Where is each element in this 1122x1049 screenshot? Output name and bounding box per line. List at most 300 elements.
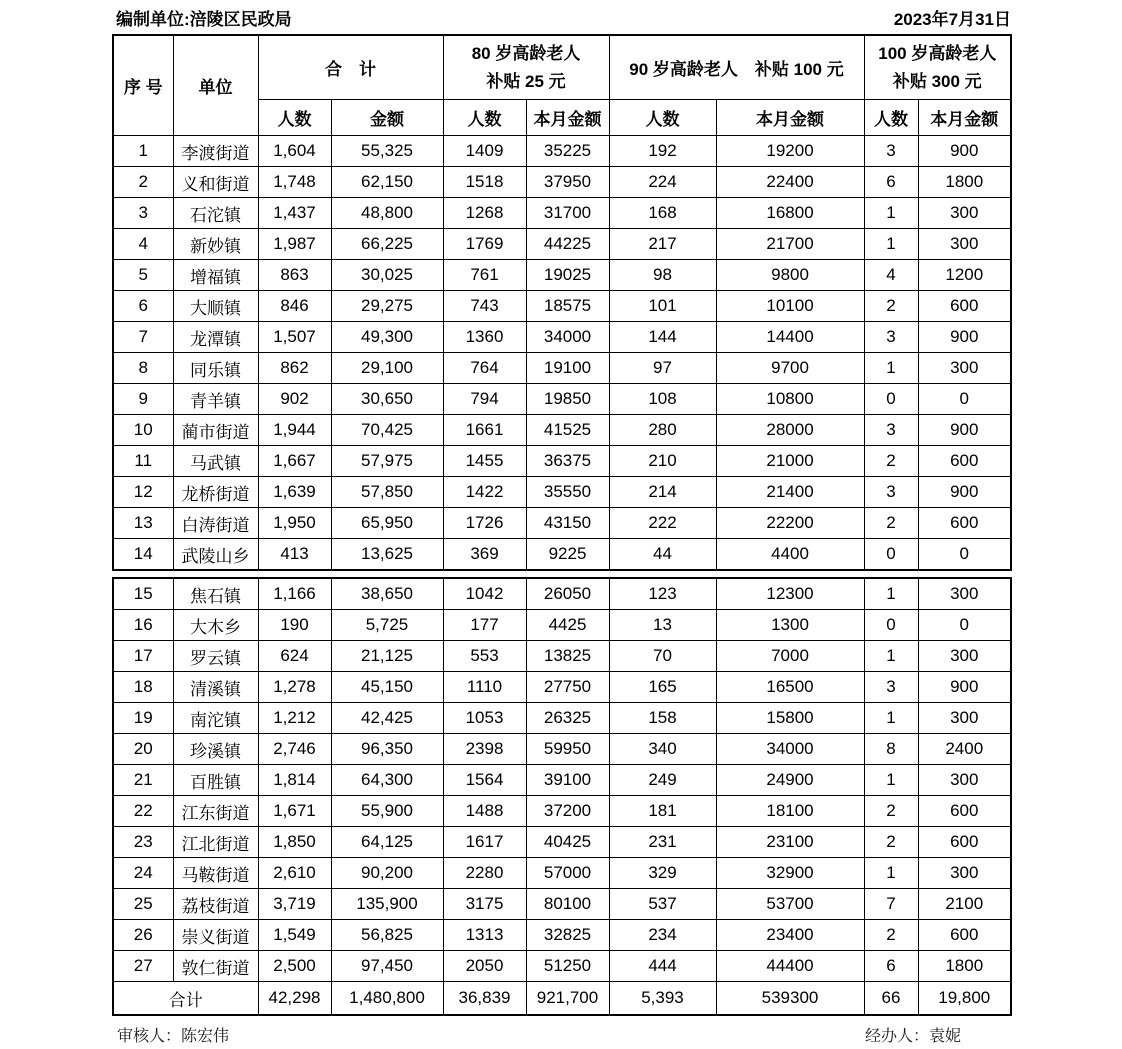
- cell-total-amount: 135,900: [331, 889, 443, 920]
- cell-total-people: 1,507: [258, 322, 331, 353]
- subsidy-table-upper: [112, 34, 1012, 571]
- cell-90-amount: 15800: [716, 703, 864, 734]
- total-label: 合计: [113, 982, 258, 1016]
- cell-total-amount: 29,275: [331, 291, 443, 322]
- cell-total-people: 3,719: [258, 889, 331, 920]
- cell-seq: 16: [113, 610, 173, 641]
- cell-seq: 19: [113, 703, 173, 734]
- cell-90-people: 192: [609, 136, 716, 167]
- cell-90-people: 165: [609, 672, 716, 703]
- cell-total-amount: 64,300: [331, 765, 443, 796]
- cell-100-amount: 300: [918, 353, 1011, 384]
- cell-90-people: 280: [609, 415, 716, 446]
- cell-100-people: 0: [864, 539, 918, 571]
- cell-seq: 20: [113, 734, 173, 765]
- header-group-90: 90 岁高龄老人 补贴 100 元: [609, 35, 864, 100]
- cell-90-amount: 21700: [716, 229, 864, 260]
- cell-100-people: 1: [864, 703, 918, 734]
- cell-90-people: 217: [609, 229, 716, 260]
- cell-total-amount: 13,625: [331, 539, 443, 571]
- cell-80-people: 761: [443, 260, 526, 291]
- cell-90-amount: 22200: [716, 508, 864, 539]
- cell-100-people: 4: [864, 260, 918, 291]
- cell-80-people: 743: [443, 291, 526, 322]
- total-80-amount: 921,700: [526, 982, 609, 1016]
- table-body-lower: [113, 578, 1011, 982]
- header-unit: 单位: [173, 35, 258, 136]
- table-row: [113, 384, 1011, 415]
- table-row: [113, 858, 1011, 889]
- cell-unit: 龙桥街道: [173, 477, 258, 508]
- table-row: [113, 322, 1011, 353]
- cell-100-amount: 600: [918, 827, 1011, 858]
- cell-90-people: 44: [609, 539, 716, 571]
- subheader-90-people: 人数: [609, 100, 716, 136]
- cell-total-amount: 65,950: [331, 508, 443, 539]
- table-row: [113, 578, 1011, 610]
- reviewer-label: 审核人：陈宏伟: [117, 1028, 230, 1045]
- cell-90-people: 181: [609, 796, 716, 827]
- header-group-80-line1: 80 岁高龄老人: [471, 44, 581, 64]
- cell-90-amount: 19200: [716, 136, 864, 167]
- cell-80-amount: 26050: [526, 578, 609, 610]
- cell-90-people: 144: [609, 322, 716, 353]
- table-row: [113, 136, 1011, 167]
- cell-100-people: 3: [864, 322, 918, 353]
- cell-80-people: 369: [443, 539, 526, 571]
- cell-80-people: 1455: [443, 446, 526, 477]
- total-people-sum: 42,298: [258, 982, 331, 1016]
- cell-80-people: 1661: [443, 415, 526, 446]
- cell-90-amount: 16500: [716, 672, 864, 703]
- cell-80-people: 1409: [443, 136, 526, 167]
- table-row: [113, 291, 1011, 322]
- cell-90-people: 222: [609, 508, 716, 539]
- header-group-100-line2: 补贴 300 元: [892, 71, 982, 91]
- cell-90-people: 329: [609, 858, 716, 889]
- cell-seq: 13: [113, 508, 173, 539]
- table-row: [113, 734, 1011, 765]
- cell-80-amount: 18575: [526, 291, 609, 322]
- cell-total-amount: 97,450: [331, 951, 443, 982]
- cell-80-amount: 9225: [526, 539, 609, 571]
- cell-90-people: 234: [609, 920, 716, 951]
- table-row: [113, 353, 1011, 384]
- cell-90-people: 98: [609, 260, 716, 291]
- cell-80-amount: 39100: [526, 765, 609, 796]
- total-100-amount: 19,800: [918, 982, 1011, 1016]
- cell-100-people: 1: [864, 198, 918, 229]
- cell-80-people: 1564: [443, 765, 526, 796]
- cell-seq: 23: [113, 827, 173, 858]
- cell-80-people: 1488: [443, 796, 526, 827]
- cell-total-amount: 49,300: [331, 322, 443, 353]
- cell-80-people: 1422: [443, 477, 526, 508]
- cell-unit: 江东街道: [173, 796, 258, 827]
- table-row: [113, 415, 1011, 446]
- cell-90-amount: 22400: [716, 167, 864, 198]
- cell-100-amount: 2400: [918, 734, 1011, 765]
- prepared-by-label: 编制单位:涪陵区民政局: [116, 10, 292, 29]
- cell-unit: 珍溪镇: [173, 734, 258, 765]
- cell-unit: 义和街道: [173, 167, 258, 198]
- cell-80-people: 794: [443, 384, 526, 415]
- cell-seq: 1: [113, 136, 173, 167]
- cell-100-people: 0: [864, 384, 918, 415]
- cell-80-people: 1042: [443, 578, 526, 610]
- cell-total-amount: 57,850: [331, 477, 443, 508]
- cell-unit: 增福镇: [173, 260, 258, 291]
- table-row: [113, 229, 1011, 260]
- cell-total-people: 2,610: [258, 858, 331, 889]
- cell-80-people: 1313: [443, 920, 526, 951]
- subheader-100-people: 人数: [864, 100, 918, 136]
- table-header: [113, 35, 1011, 136]
- cell-total-amount: 90,200: [331, 858, 443, 889]
- cell-100-amount: 0: [918, 539, 1011, 571]
- cell-seq: 25: [113, 889, 173, 920]
- cell-100-amount: 900: [918, 136, 1011, 167]
- cell-90-amount: 12300: [716, 578, 864, 610]
- cell-80-amount: 35225: [526, 136, 609, 167]
- cell-90-amount: 21000: [716, 446, 864, 477]
- cell-80-people: 2398: [443, 734, 526, 765]
- cell-100-people: 6: [864, 951, 918, 982]
- cell-100-people: 1: [864, 353, 918, 384]
- cell-100-amount: 600: [918, 920, 1011, 951]
- subheader-90-amount: 本月金额: [716, 100, 864, 136]
- cell-90-amount: 53700: [716, 889, 864, 920]
- table-row: [113, 920, 1011, 951]
- cell-90-amount: 9800: [716, 260, 864, 291]
- cell-100-people: 2: [864, 291, 918, 322]
- cell-80-people: 764: [443, 353, 526, 384]
- cell-total-people: 413: [258, 539, 331, 571]
- cell-total-amount: 55,900: [331, 796, 443, 827]
- cell-90-people: 101: [609, 291, 716, 322]
- cell-100-people: 1: [864, 578, 918, 610]
- cell-seq: 14: [113, 539, 173, 571]
- table-row: [113, 167, 1011, 198]
- cell-100-people: 1: [864, 229, 918, 260]
- report-content: [112, 8, 1011, 1046]
- cell-80-amount: 59950: [526, 734, 609, 765]
- cell-90-people: 214: [609, 477, 716, 508]
- cell-100-people: 2: [864, 827, 918, 858]
- cell-total-amount: 21,125: [331, 641, 443, 672]
- subheader-100-amount: 本月金额: [918, 100, 1011, 136]
- cell-seq: 3: [113, 198, 173, 229]
- cell-unit: 南沱镇: [173, 703, 258, 734]
- cell-100-people: 1: [864, 765, 918, 796]
- cell-80-amount: 44225: [526, 229, 609, 260]
- cell-90-people: 97: [609, 353, 716, 384]
- cell-total-people: 862: [258, 353, 331, 384]
- cell-80-amount: 35550: [526, 477, 609, 508]
- table-row: [113, 641, 1011, 672]
- handler-label: 经办人：袁妮: [864, 1028, 961, 1045]
- total-90-amount: 539300: [716, 982, 864, 1016]
- cell-80-people: 1268: [443, 198, 526, 229]
- cell-unit: 同乐镇: [173, 353, 258, 384]
- subheader-total-people: 人数: [258, 100, 331, 136]
- cell-90-amount: 21400: [716, 477, 864, 508]
- cell-90-amount: 10800: [716, 384, 864, 415]
- cell-seq: 24: [113, 858, 173, 889]
- cell-unit: 罗云镇: [173, 641, 258, 672]
- cell-80-amount: 13825: [526, 641, 609, 672]
- cell-total-amount: 45,150: [331, 672, 443, 703]
- cell-total-people: 1,667: [258, 446, 331, 477]
- cell-seq: 9: [113, 384, 173, 415]
- cell-total-amount: 57,975: [331, 446, 443, 477]
- cell-80-amount: 4425: [526, 610, 609, 641]
- cell-unit: 蔺市街道: [173, 415, 258, 446]
- cell-80-people: 177: [443, 610, 526, 641]
- cell-100-amount: 600: [918, 446, 1011, 477]
- cell-90-people: 537: [609, 889, 716, 920]
- table-row: [113, 672, 1011, 703]
- cell-80-people: 1110: [443, 672, 526, 703]
- cell-total-people: 1,212: [258, 703, 331, 734]
- cell-seq: 21: [113, 765, 173, 796]
- cell-total-amount: 42,425: [331, 703, 443, 734]
- report-bottom-line: [112, 1023, 1011, 1046]
- total-80-people: 36,839: [443, 982, 526, 1016]
- cell-total-people: 1,748: [258, 167, 331, 198]
- cell-total-people: 1,604: [258, 136, 331, 167]
- cell-100-amount: 900: [918, 477, 1011, 508]
- cell-100-amount: 900: [918, 672, 1011, 703]
- cell-unit: 龙潭镇: [173, 322, 258, 353]
- cell-80-amount: 57000: [526, 858, 609, 889]
- cell-80-people: 1053: [443, 703, 526, 734]
- total-row: [113, 982, 1011, 1016]
- cell-80-people: 2280: [443, 858, 526, 889]
- cell-100-people: 6: [864, 167, 918, 198]
- cell-100-amount: 300: [918, 229, 1011, 260]
- cell-90-amount: 34000: [716, 734, 864, 765]
- cell-90-amount: 14400: [716, 322, 864, 353]
- table-row: [113, 508, 1011, 539]
- table-row: [113, 951, 1011, 982]
- table-row: [113, 827, 1011, 858]
- cell-80-amount: 31700: [526, 198, 609, 229]
- cell-seq: 11: [113, 446, 173, 477]
- cell-100-people: 1: [864, 858, 918, 889]
- cell-total-amount: 5,725: [331, 610, 443, 641]
- cell-unit: 青羊镇: [173, 384, 258, 415]
- table-row: [113, 765, 1011, 796]
- cell-100-amount: 300: [918, 703, 1011, 734]
- cell-100-people: 1: [864, 641, 918, 672]
- report-top-line: [112, 8, 1011, 30]
- cell-total-people: 902: [258, 384, 331, 415]
- cell-unit: 清溪镇: [173, 672, 258, 703]
- cell-total-people: 1,814: [258, 765, 331, 796]
- table-row: [113, 198, 1011, 229]
- cell-unit: 新妙镇: [173, 229, 258, 260]
- header-seq: 序 号: [113, 35, 173, 136]
- cell-80-amount: 43150: [526, 508, 609, 539]
- cell-unit: 马武镇: [173, 446, 258, 477]
- cell-total-amount: 29,100: [331, 353, 443, 384]
- header-group-100: [864, 35, 1011, 100]
- subheader-80-people: 人数: [443, 100, 526, 136]
- cell-100-amount: 2100: [918, 889, 1011, 920]
- subsidy-table-lower: [112, 577, 1012, 1016]
- cell-total-amount: 38,650: [331, 578, 443, 610]
- subheader-80-amount: 本月金额: [526, 100, 609, 136]
- cell-90-people: 123: [609, 578, 716, 610]
- cell-total-amount: 70,425: [331, 415, 443, 446]
- cell-90-people: 168: [609, 198, 716, 229]
- cell-90-amount: 44400: [716, 951, 864, 982]
- cell-100-people: 7: [864, 889, 918, 920]
- cell-80-amount: 40425: [526, 827, 609, 858]
- cell-90-people: 231: [609, 827, 716, 858]
- total-90-people: 5,393: [609, 982, 716, 1016]
- cell-total-people: 1,549: [258, 920, 331, 951]
- cell-total-people: 1,166: [258, 578, 331, 610]
- table-row: [113, 703, 1011, 734]
- cell-90-people: 249: [609, 765, 716, 796]
- cell-90-amount: 18100: [716, 796, 864, 827]
- cell-80-people: 2050: [443, 951, 526, 982]
- cell-total-people: 190: [258, 610, 331, 641]
- cell-total-people: 1,671: [258, 796, 331, 827]
- cell-90-amount: 7000: [716, 641, 864, 672]
- cell-80-amount: 34000: [526, 322, 609, 353]
- cell-80-amount: 19850: [526, 384, 609, 415]
- cell-90-amount: 32900: [716, 858, 864, 889]
- cell-total-people: 846: [258, 291, 331, 322]
- cell-seq: 26: [113, 920, 173, 951]
- cell-90-amount: 23400: [716, 920, 864, 951]
- cell-100-amount: 600: [918, 291, 1011, 322]
- cell-80-people: 3175: [443, 889, 526, 920]
- cell-90-people: 224: [609, 167, 716, 198]
- header-group-80: [443, 35, 609, 100]
- cell-100-amount: 1800: [918, 951, 1011, 982]
- cell-90-people: 70: [609, 641, 716, 672]
- cell-100-amount: 900: [918, 415, 1011, 446]
- cell-90-people: 13: [609, 610, 716, 641]
- cell-80-amount: 26325: [526, 703, 609, 734]
- cell-100-amount: 0: [918, 384, 1011, 415]
- cell-80-people: 1518: [443, 167, 526, 198]
- cell-100-people: 2: [864, 446, 918, 477]
- cell-unit: 白涛街道: [173, 508, 258, 539]
- cell-unit: 敦仁街道: [173, 951, 258, 982]
- cell-90-people: 108: [609, 384, 716, 415]
- cell-80-amount: 37200: [526, 796, 609, 827]
- cell-100-people: 3: [864, 415, 918, 446]
- cell-unit: 大顺镇: [173, 291, 258, 322]
- cell-90-people: 210: [609, 446, 716, 477]
- cell-80-amount: 51250: [526, 951, 609, 982]
- cell-100-amount: 600: [918, 796, 1011, 827]
- cell-unit: 武陵山乡: [173, 539, 258, 571]
- cell-100-amount: 600: [918, 508, 1011, 539]
- cell-100-amount: 1200: [918, 260, 1011, 291]
- cell-80-people: 1617: [443, 827, 526, 858]
- cell-total-people: 1,950: [258, 508, 331, 539]
- cell-100-people: 2: [864, 508, 918, 539]
- cell-seq: 22: [113, 796, 173, 827]
- cell-seq: 27: [113, 951, 173, 982]
- cell-unit: 崇义街道: [173, 920, 258, 951]
- cell-80-amount: 80100: [526, 889, 609, 920]
- cell-total-people: 1,850: [258, 827, 331, 858]
- cell-100-people: 2: [864, 796, 918, 827]
- cell-total-people: 2,746: [258, 734, 331, 765]
- table-row: [113, 610, 1011, 641]
- cell-100-people: 3: [864, 672, 918, 703]
- header-group-100-line1: 100 岁高龄老人: [878, 44, 997, 64]
- cell-80-people: 1769: [443, 229, 526, 260]
- cell-total-people: 624: [258, 641, 331, 672]
- cell-90-amount: 28000: [716, 415, 864, 446]
- cell-seq: 8: [113, 353, 173, 384]
- header-row-groups: [113, 35, 1011, 100]
- cell-total-people: 1,987: [258, 229, 331, 260]
- cell-100-amount: 0: [918, 610, 1011, 641]
- cell-90-amount: 9700: [716, 353, 864, 384]
- cell-100-people: 3: [864, 477, 918, 508]
- cell-seq: 10: [113, 415, 173, 446]
- cell-unit: 焦石镇: [173, 578, 258, 610]
- cell-100-amount: 300: [918, 578, 1011, 610]
- cell-100-amount: 300: [918, 858, 1011, 889]
- cell-90-people: 444: [609, 951, 716, 982]
- table-row: [113, 260, 1011, 291]
- cell-90-amount: 23100: [716, 827, 864, 858]
- cell-80-people: 553: [443, 641, 526, 672]
- cell-unit: 马鞍街道: [173, 858, 258, 889]
- table-row: [113, 539, 1011, 571]
- table-body-upper: [113, 136, 1011, 571]
- cell-seq: 2: [113, 167, 173, 198]
- cell-90-amount: 4400: [716, 539, 864, 571]
- cell-80-amount: 32825: [526, 920, 609, 951]
- cell-80-amount: 36375: [526, 446, 609, 477]
- header-group-80-line2: 补贴 25 元: [486, 71, 566, 91]
- cell-total-people: 863: [258, 260, 331, 291]
- cell-total-amount: 66,225: [331, 229, 443, 260]
- cell-total-people: 1,639: [258, 477, 331, 508]
- report-date: 2023年7月31日: [893, 10, 1011, 29]
- table-row: [113, 796, 1011, 827]
- cell-seq: 12: [113, 477, 173, 508]
- cell-total-amount: 64,125: [331, 827, 443, 858]
- cell-90-amount: 24900: [716, 765, 864, 796]
- cell-total-amount: 96,350: [331, 734, 443, 765]
- cell-80-amount: 19025: [526, 260, 609, 291]
- cell-80-people: 1360: [443, 322, 526, 353]
- cell-total-amount: 62,150: [331, 167, 443, 198]
- cell-90-amount: 16800: [716, 198, 864, 229]
- cell-unit: 石沱镇: [173, 198, 258, 229]
- cell-total-amount: 56,825: [331, 920, 443, 951]
- table-row: [113, 446, 1011, 477]
- table-row: [113, 477, 1011, 508]
- cell-unit: 李渡街道: [173, 136, 258, 167]
- cell-80-amount: 37950: [526, 167, 609, 198]
- cell-total-amount: 55,325: [331, 136, 443, 167]
- cell-100-people: 8: [864, 734, 918, 765]
- cell-seq: 15: [113, 578, 173, 610]
